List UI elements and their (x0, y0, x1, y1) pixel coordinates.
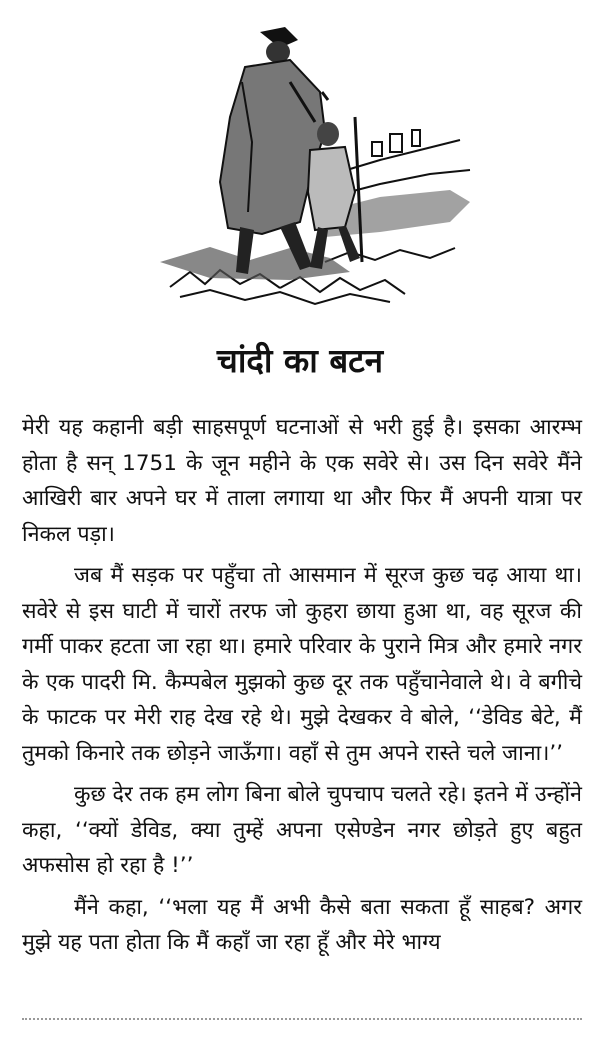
traveller-with-boy-illustration (150, 22, 480, 312)
paragraph: कुछ देर तक हम लोग बिना बोले चुपचाप चलते रहे। इतने में उन्होंने कहा, ‘‘क्यों डेविड, क्या तुम्हें अपना एसेण्डेन नगर छोड़ते हुए बहुत अफसोस हो रहा है !’’ (22, 782, 582, 878)
paragraph: जब मैं सड़क पर पहुँचा तो आसमान में सूरज कुछ चढ़ आया था। सवेरे से इस घाटी में चारों तरफ जो कुहरा छाया हुआ था, वह सूरज की गर्मी पाकर हटता जा रहा था। हमारे परिवार के पुराने मित्र और हमारे नगर के एक पादरी मि. कैम्पबेल मुझको कुछ दूर तक पहुँचानेवाले थे। वे बगीचे के फाटक पर मेरी राह देख रहे थे। मुझे देखकर वे बोले, ‘‘डेविड बेटे, मैं तुमको किनारे तक छोड़ने जाऊँगा। वहाँ से तुम अपने रास्ते चले जाना।’’ (22, 563, 582, 766)
paragraph: मैंने कहा, ‘‘भला यह मैं अभी कैसे बता सकता हूँ साहब? अगर मुझे यह पता होता कि मैं कहाँ जा रहा हूँ और मेरे भाग्य (22, 894, 582, 955)
story-text (22, 410, 582, 967)
paragraph: मेरी यह कहानी बड़ी साहसपूर्ण घटनाओं से भरी हुई है। इसका आरम्भ होता है सन् 1751 के जून महीने के एक सवेरे से। उस दिन सवेरे मैंने आखिरी बार अपने घर में ताला लगाया था और फिर मैं अपनी यात्रा पर निकल पड़ा। (22, 415, 582, 547)
page-cutoff-line (22, 1018, 582, 1030)
chapter-title: चांदी का बटन (216, 341, 384, 380)
